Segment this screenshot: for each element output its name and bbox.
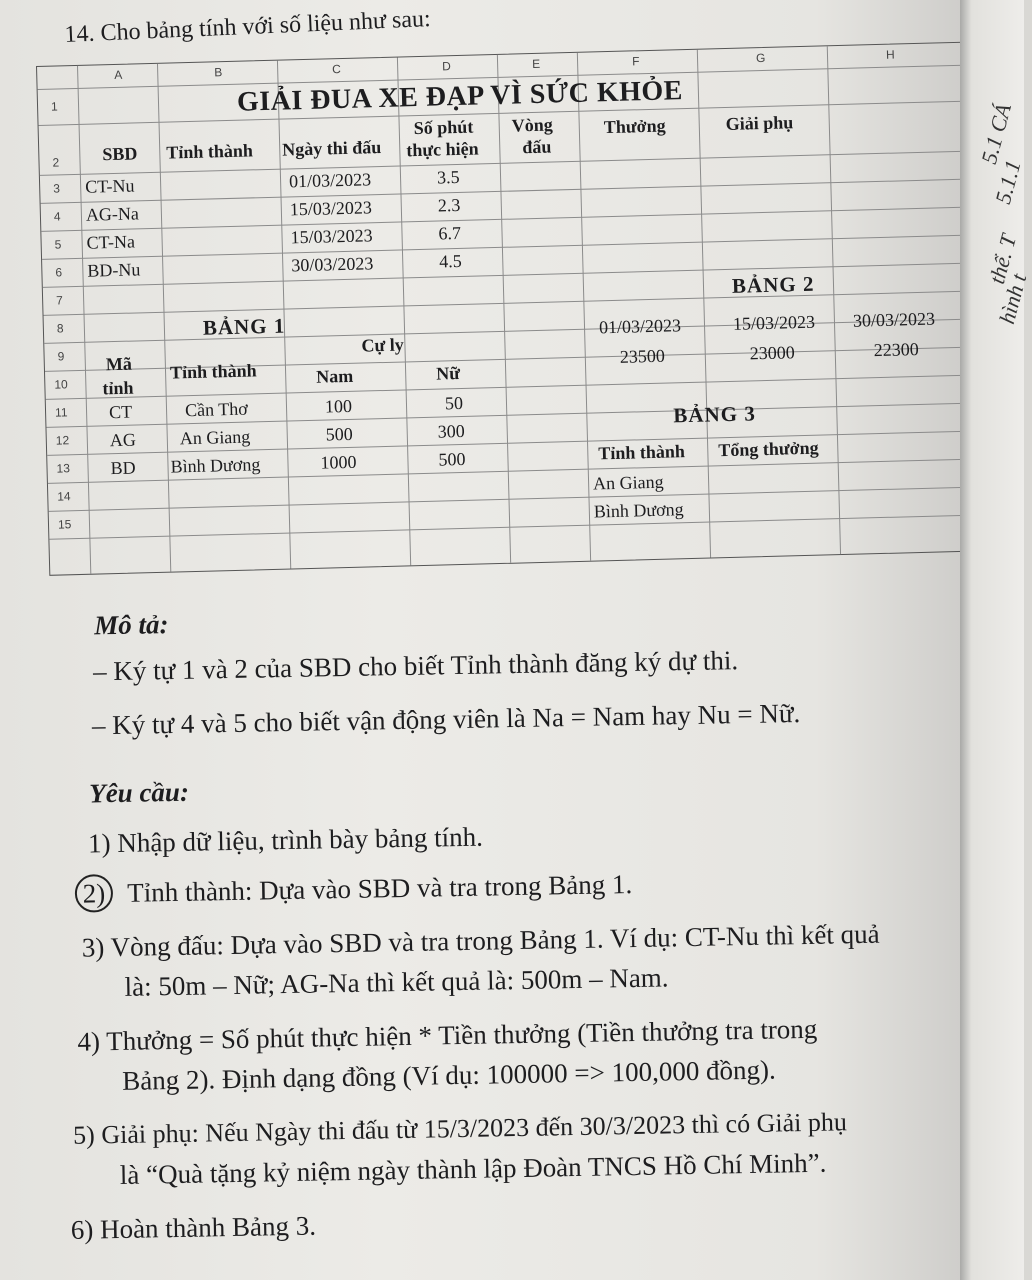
row-header: 11: [54, 405, 68, 420]
row-header: 3: [53, 181, 61, 196]
table1-header-nam: Nam: [315, 365, 354, 387]
record-sbd: AG-Na: [85, 203, 140, 225]
header-tinh-thanh: Tỉnh thành: [166, 140, 254, 163]
row-header: 15: [57, 517, 72, 532]
requirement-number: 1): [87, 828, 111, 859]
requirement-item: [82, 919, 880, 964]
table2-value: 22300: [873, 338, 919, 361]
spreadsheet-grid: [36, 42, 977, 576]
table2-date: 30/03/2023: [852, 308, 936, 331]
header-so-phut: Số phút: [413, 116, 474, 139]
description-heading: Mô tả:: [93, 609, 169, 641]
table2-caption: BẢNG 2: [731, 271, 815, 298]
requirement-text: Hoàn thành Bảng 3.: [99, 1210, 317, 1245]
table1-nam: 100: [324, 395, 353, 417]
margin-text: thể. T: [984, 231, 1022, 287]
row-header: 6: [55, 265, 63, 280]
col-header: H: [885, 47, 895, 62]
row-header: 7: [55, 293, 64, 308]
description-item: – Ký tự 1 và 2 của SBD cho biết Tỉnh thành đăng ký dự thi.: [92, 645, 739, 687]
record-date: 01/03/2023: [288, 169, 372, 192]
table1-nu: 50: [444, 392, 464, 414]
table2-date: 01/03/2023: [598, 315, 682, 338]
requirement-item: [77, 1014, 817, 1058]
requirement-text: Vòng đấu: Dựa vào SBD và tra trong Bảng 1. Ví dụ: CT-Nu thì kết quả: [110, 918, 880, 963]
table1-header-cu-ly: Cự ly: [361, 334, 404, 356]
col-header: G: [755, 50, 766, 66]
table1-tinh: Bình Dương: [170, 454, 261, 477]
exercise-body: [0, 595, 960, 1245]
header-sbd: SBD: [102, 143, 138, 165]
record-sbd: BD-Nu: [87, 259, 141, 281]
requirement-item: [88, 822, 483, 860]
record-date: 15/03/2023: [290, 225, 373, 248]
requirement-number: 3): [81, 932, 105, 963]
row-header: 10: [54, 377, 68, 392]
row-header: 1: [50, 99, 58, 114]
requirement-number: 5): [72, 1120, 96, 1150]
table1-header-nu: Nữ: [435, 363, 461, 384]
row-header: 12: [55, 433, 70, 448]
row-header: 4: [53, 209, 61, 224]
header-ngay-thi-dau: Ngày thi đấu: [282, 136, 382, 160]
table3-caption: BẢNG 3: [673, 401, 757, 428]
table3-header-tinh-thanh: Tỉnh thành: [598, 441, 686, 464]
record-minutes: 6.7: [438, 222, 462, 244]
col-header: D: [441, 59, 452, 74]
header-thuong: Thưởng: [603, 115, 666, 138]
next-page-edge: [960, 0, 1032, 1280]
record-minutes: 3.5: [436, 166, 460, 188]
col-header: C: [332, 62, 342, 77]
requirement-text-cont: là “Quà tặng kỷ niệm ngày thành lập Đoàn TNCS Hồ Chí Minh”.: [119, 1147, 827, 1190]
margin-text: hình t: [994, 270, 1032, 327]
description-item: – Ký tự 4 và 5 cho biết vận động viên là Na = Nam hay Nu = Nữ.: [91, 698, 801, 741]
requirement-item: [71, 1211, 317, 1246]
table1-nu: 500: [438, 448, 466, 470]
col-header: E: [531, 56, 541, 72]
table1-nu: 300: [437, 420, 465, 442]
row-header: 14: [57, 489, 71, 504]
exercise-title: 14. Cho bảng tính với số liệu như sau:: [64, 6, 432, 48]
margin-text: 5.1.1: [990, 157, 1026, 207]
table1-ma: AG: [109, 429, 137, 451]
spreadsheet-figure: [36, 42, 977, 576]
row-header: 2: [52, 155, 60, 170]
table3-row: An Giang: [592, 471, 664, 494]
requirement-text-cont: Bảng 2). Định dạng đồng (Ví dụ: 100000 => 100,000 đồng).: [121, 1054, 777, 1096]
record-date: 30/03/2023: [291, 253, 374, 276]
record-minutes: 2.3: [437, 194, 461, 216]
record-date: 15/03/2023: [289, 197, 373, 220]
row-header: 8: [56, 321, 64, 336]
col-header: B: [214, 65, 223, 80]
table3-row: Bình Dương: [593, 499, 684, 522]
requirement-number: 4): [77, 1026, 101, 1057]
table1-caption: BẢNG 1: [202, 313, 286, 340]
requirement-text: Giải phụ: Nếu Ngày thi đấu từ 15/3/2023 đến 30/3/2023 thì có Giải phụ: [101, 1107, 848, 1150]
header-thuc-hien: thực hiện: [406, 138, 479, 161]
table2-date: 15/03/2023: [732, 311, 816, 334]
header-vong: Vòng: [511, 114, 553, 136]
table1-tinh: An Giang: [179, 426, 251, 449]
requirement-number-circled: 2): [75, 874, 114, 913]
table1-ma: CT: [108, 401, 133, 423]
requirements-heading: Yêu cầu:: [88, 776, 190, 809]
record-minutes: 4.5: [438, 250, 463, 272]
row-header: 5: [54, 237, 62, 252]
table1-header-tinh-thanh: Tỉnh thành: [169, 360, 257, 383]
table1-nam: 500: [325, 423, 353, 445]
margin-text: 5.1 CÁ: [976, 100, 1016, 167]
requirement-item: [73, 1107, 847, 1150]
col-header: F: [631, 54, 640, 69]
table2-value: 23000: [749, 342, 796, 364]
table2-value: 23500: [619, 345, 666, 367]
table1-ma: BD: [110, 457, 136, 479]
requirement-number: 6): [70, 1214, 94, 1245]
requirement-text: Thưởng = Số phút thực hiện * Tiền thưởng (Tiền thưởng tra trong: [106, 1013, 818, 1057]
table1-header-ma: Mã: [105, 353, 133, 375]
table1-nam: 1000: [320, 451, 357, 473]
table1-tinh: Cần Thơ: [184, 398, 248, 421]
col-header: A: [114, 67, 123, 82]
requirement-text: Nhập dữ liệu, trình bày bảng tính.: [117, 821, 484, 858]
record-sbd: CT-Nu: [84, 175, 135, 197]
record-sbd: CT-Na: [86, 231, 136, 253]
header-giai-phu: Giải phụ: [725, 112, 794, 134]
header-dau: đấu: [522, 136, 552, 158]
sheet-main-title: GIẢI ĐUA XE ĐẠP VÌ SỨC KHỎE: [236, 75, 684, 118]
row-header: 13: [56, 461, 71, 476]
requirement-item: [75, 865, 633, 913]
row-header: 9: [57, 349, 65, 364]
requirement-text-cont: là: 50m – Nữ; AG-Na thì kết quả là: 500m – Nam.: [124, 962, 669, 1002]
table3-header-tong-thuong: Tổng thưởng: [718, 437, 819, 461]
table1-header-tinh: tỉnh: [102, 377, 134, 399]
requirement-text: Tỉnh thành: Dựa vào SBD và tra trong Bảng 1.: [126, 869, 633, 908]
